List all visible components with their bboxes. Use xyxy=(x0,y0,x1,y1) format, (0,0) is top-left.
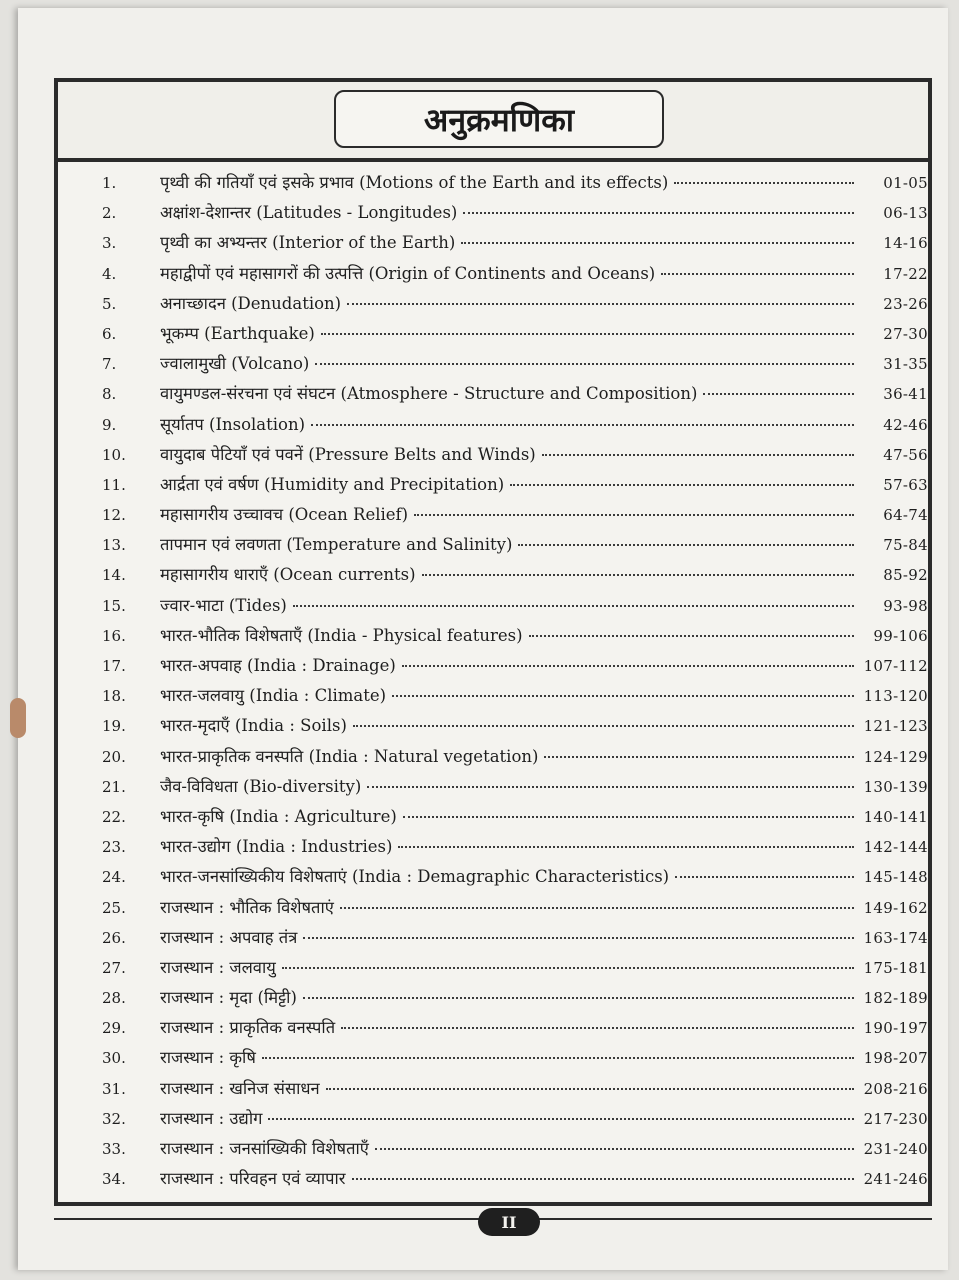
toc-page-range: 01-05 xyxy=(883,174,928,192)
dot-leader xyxy=(463,211,854,214)
toc-row xyxy=(98,500,928,530)
dot-leader xyxy=(398,845,854,848)
toc-page-range: 190-197 xyxy=(863,1019,928,1038)
toc-page-range: 42-46 xyxy=(883,415,928,434)
toc-entry-title: भूकम्प (Earthquake) xyxy=(160,323,315,343)
toc-page-range: 149-162 xyxy=(863,898,928,917)
toc-entry-title: भारत-मृदाएँ (India : Soils) xyxy=(160,716,347,736)
toc-number: 33. xyxy=(102,1140,126,1158)
toc-entry-title: पृथ्वी का अभ्यन्तर (Interior of the Earth) xyxy=(160,233,456,253)
toc-page-range: 182-189 xyxy=(863,989,928,1008)
toc-page-range: 27-30 xyxy=(883,324,928,343)
toc-row xyxy=(98,410,928,440)
toc-page-range: 14-16 xyxy=(883,234,928,253)
toc-number: 2. xyxy=(102,204,117,223)
toc-row xyxy=(98,742,928,772)
toc-number: 17. xyxy=(102,657,126,675)
toc-number: 8. xyxy=(102,385,117,404)
toc-entry-title: राजस्थान : प्राकृतिक वनस्पति xyxy=(160,1018,336,1038)
toc-row xyxy=(98,379,928,409)
dot-leader xyxy=(315,362,854,365)
toc-entry-title: ज्वार-भाटा (Tides) xyxy=(160,595,287,615)
toc-page-range: 217-230 xyxy=(863,1109,928,1128)
dot-leader xyxy=(422,573,854,576)
toc-page-range: 231-240 xyxy=(863,1140,928,1158)
dot-leader xyxy=(661,272,854,275)
toc-entry-title: भारत-उद्योग (India : Industries) xyxy=(160,837,393,857)
toc-entry-title: जैव-विविधता (Bio-diversity) xyxy=(160,776,362,796)
dot-leader xyxy=(340,906,854,909)
toc-entry-title: भारत-कृषि (India : Agriculture) xyxy=(160,806,397,826)
toc-row xyxy=(98,651,928,681)
toc-entry-title: राजस्थान : मृदा (मिट्टी) xyxy=(160,988,297,1008)
toc-page-range: 99-106 xyxy=(873,626,928,645)
toc-number: 24. xyxy=(102,868,126,887)
dot-leader xyxy=(367,785,854,788)
toc-entry-title: राजस्थान : कृषि xyxy=(160,1048,256,1068)
toc-row xyxy=(98,832,928,862)
toc-number: 7. xyxy=(102,355,117,374)
toc-number: 3. xyxy=(102,234,117,253)
dot-leader xyxy=(529,634,854,637)
toc-row xyxy=(98,953,928,983)
toc-number: 25. xyxy=(102,898,126,917)
toc-page-range: 140-141 xyxy=(863,807,928,826)
toc-row xyxy=(98,1043,928,1073)
dot-leader xyxy=(347,302,854,305)
toc-row xyxy=(98,289,928,319)
toc-entry-title: तापमान एवं लवणता (Temperature and Salinity) xyxy=(160,535,513,555)
toc-row xyxy=(98,1104,928,1134)
toc-row xyxy=(98,1013,928,1043)
toc-number: 34. xyxy=(102,1170,126,1189)
toc-row xyxy=(98,470,928,500)
table-of-contents xyxy=(98,168,928,1194)
toc-row xyxy=(98,711,928,741)
page-number: II xyxy=(478,1208,540,1236)
toc-row xyxy=(98,802,928,832)
toc-number: 19. xyxy=(102,717,126,736)
toc-row xyxy=(98,983,928,1013)
toc-number: 32. xyxy=(102,1109,126,1128)
toc-row xyxy=(98,1074,928,1104)
toc-page-range: 208-216 xyxy=(863,1079,928,1098)
dot-leader xyxy=(352,1177,854,1180)
dot-leader xyxy=(518,543,854,546)
index-frame xyxy=(54,78,932,1206)
toc-row xyxy=(98,198,928,228)
toc-number: 30. xyxy=(102,1049,126,1068)
page-title: अनुक्रमणिका xyxy=(334,90,664,148)
toc-row xyxy=(98,259,928,289)
toc-entry-title: महासागरीय धाराएँ (Ocean currents) xyxy=(160,565,416,585)
toc-entry-title: भारत-भौतिक विशेषताएँ (India - Physical features) xyxy=(160,625,523,645)
toc-entry-title: भारत-अपवाह (India : Drainage) xyxy=(160,656,396,675)
toc-page-range: 47-56 xyxy=(883,445,928,464)
toc-number: 15. xyxy=(102,596,126,615)
toc-row xyxy=(98,1164,928,1194)
toc-row xyxy=(98,228,928,258)
toc-number: 23. xyxy=(102,838,126,857)
dot-leader xyxy=(311,423,854,426)
toc-number: 13. xyxy=(102,536,126,555)
toc-entry-title: वायुदाब पेटियाँ एवं पवनें (Pressure Belts and Winds) xyxy=(160,444,536,464)
toc-row xyxy=(98,1134,928,1164)
dot-leader xyxy=(303,996,854,999)
dot-leader xyxy=(675,875,854,878)
dot-leader xyxy=(510,483,854,486)
toc-page-range: 57-63 xyxy=(883,475,928,494)
toc-page-range: 163-174 xyxy=(863,928,928,947)
dot-leader xyxy=(461,241,854,244)
toc-row xyxy=(98,591,928,621)
toc-entry-title: भारत-जनसांख्यिकीय विशेषताएं (India : Demagraphic Characteristics) xyxy=(160,867,670,887)
toc-entry-title: राजस्थान : जलवायु xyxy=(160,957,276,977)
toc-number: 18. xyxy=(102,687,126,706)
toc-number: 9. xyxy=(102,415,117,434)
dot-leader xyxy=(321,332,854,335)
toc-page-range: 75-84 xyxy=(883,536,928,555)
toc-entry-title: राजस्थान : जनसांख्यिकी विशेषताएँ xyxy=(160,1139,369,1158)
toc-entry-title: भारत-जलवायु (India : Climate) xyxy=(160,686,387,706)
toc-number: 14. xyxy=(102,566,126,585)
toc-page-range: 36-41 xyxy=(883,385,928,404)
toc-row xyxy=(98,893,928,923)
dot-leader xyxy=(341,1026,854,1029)
toc-number: 26. xyxy=(102,928,126,947)
dot-leader xyxy=(293,604,854,607)
toc-entry-title: महाद्वीपों एवं महासागरों की उत्पत्ति (Origin of Continents and Oceans) xyxy=(160,263,656,283)
toc-row xyxy=(98,621,928,651)
dot-leader xyxy=(282,966,854,969)
toc-row xyxy=(98,923,928,953)
toc-entry-title: आर्द्रता एवं वर्षण (Humidity and Precipitation) xyxy=(160,474,505,494)
toc-page-range: 107-112 xyxy=(863,657,928,675)
toc-entry-title: राजस्थान : परिवहन एवं व्यापार xyxy=(160,1169,346,1189)
toc-number: 31. xyxy=(102,1079,126,1098)
toc-number: 28. xyxy=(102,989,126,1008)
toc-page-range: 145-148 xyxy=(863,868,928,887)
toc-number: 21. xyxy=(102,777,126,796)
toc-number: 22. xyxy=(102,807,126,826)
toc-entry-title: भारत-प्राकृतिक वनस्पति (India : Natural vegetation) xyxy=(160,746,539,766)
toc-number: 29. xyxy=(102,1019,126,1038)
toc-row xyxy=(98,862,928,892)
toc-page-range: 142-144 xyxy=(863,838,928,857)
toc-entry-title: अनाच्छादन (Denudation) xyxy=(160,293,342,313)
toc-page-range: 31-35 xyxy=(883,355,928,374)
toc-page-range: 175-181 xyxy=(863,958,928,977)
toc-entry-title: महासागरीय उच्चावच (Ocean Relief) xyxy=(160,505,409,525)
dot-leader xyxy=(703,392,854,395)
dot-leader xyxy=(268,1117,854,1120)
toc-number: 10. xyxy=(102,445,126,464)
toc-number: 16. xyxy=(102,626,126,645)
dot-leader xyxy=(303,936,854,939)
dot-leader xyxy=(402,664,854,667)
toc-row xyxy=(98,168,928,198)
toc-number: 5. xyxy=(102,294,117,313)
toc-page-range: 06-13 xyxy=(883,204,928,223)
page-edge-mark xyxy=(10,698,26,738)
toc-number: 4. xyxy=(102,264,117,283)
toc-row xyxy=(98,349,928,379)
dot-leader xyxy=(542,453,854,456)
toc-row xyxy=(98,440,928,470)
toc-entry-title: पृथ्वी की गतियाँ एवं इसके प्रभाव (Motions of the Earth and its effects) xyxy=(160,173,669,192)
dot-leader xyxy=(674,181,854,184)
toc-page-range: 85-92 xyxy=(883,566,928,585)
toc-entry-title: ज्वालामुखी (Volcano) xyxy=(160,354,310,374)
toc-entry-title: वायुमण्डल-संरचना एवं संघटन (Atmosphere - Structure and Composition) xyxy=(160,384,698,404)
toc-page-range: 64-74 xyxy=(883,506,928,525)
toc-entry-title: अक्षांश-देशान्तर (Latitudes - Longitudes) xyxy=(160,203,458,223)
dot-leader xyxy=(353,724,854,727)
toc-row xyxy=(98,319,928,349)
toc-page-range: 121-123 xyxy=(863,717,928,736)
toc-number: 12. xyxy=(102,506,126,525)
dot-leader xyxy=(326,1087,854,1090)
toc-number: 1. xyxy=(102,174,117,192)
toc-row xyxy=(98,530,928,560)
dot-leader xyxy=(262,1056,854,1059)
toc-page-range: 113-120 xyxy=(863,687,928,706)
toc-row xyxy=(98,560,928,590)
toc-page-range: 23-26 xyxy=(883,294,928,313)
dot-leader xyxy=(392,694,854,697)
toc-row xyxy=(98,772,928,802)
toc-page-range: 130-139 xyxy=(863,777,928,796)
toc-entry-title: राजस्थान : भौतिक विशेषताएं xyxy=(160,897,334,917)
toc-number: 11. xyxy=(102,475,126,494)
toc-number: 27. xyxy=(102,958,126,977)
dot-leader xyxy=(544,755,854,758)
toc-entry-title: राजस्थान : उद्योग xyxy=(160,1108,263,1128)
toc-number: 20. xyxy=(102,747,126,766)
toc-page-range: 124-129 xyxy=(863,747,928,766)
toc-page-range: 93-98 xyxy=(883,596,928,615)
toc-entry-title: सूर्यातप (Insolation) xyxy=(160,414,306,434)
dot-leader xyxy=(375,1147,854,1150)
toc-page-range: 241-246 xyxy=(863,1170,928,1189)
dot-leader xyxy=(414,513,854,516)
header-band xyxy=(58,82,928,162)
toc-page-range: 198-207 xyxy=(863,1049,928,1068)
toc-page-range: 17-22 xyxy=(883,264,928,283)
toc-number: 6. xyxy=(102,324,117,343)
dot-leader xyxy=(403,815,854,818)
book-page xyxy=(18,8,948,1270)
toc-entry-title: राजस्थान : अपवाह तंत्र xyxy=(160,927,298,947)
toc-row xyxy=(98,681,928,711)
toc-entry-title: राजस्थान : खनिज संसाधन xyxy=(160,1078,320,1098)
